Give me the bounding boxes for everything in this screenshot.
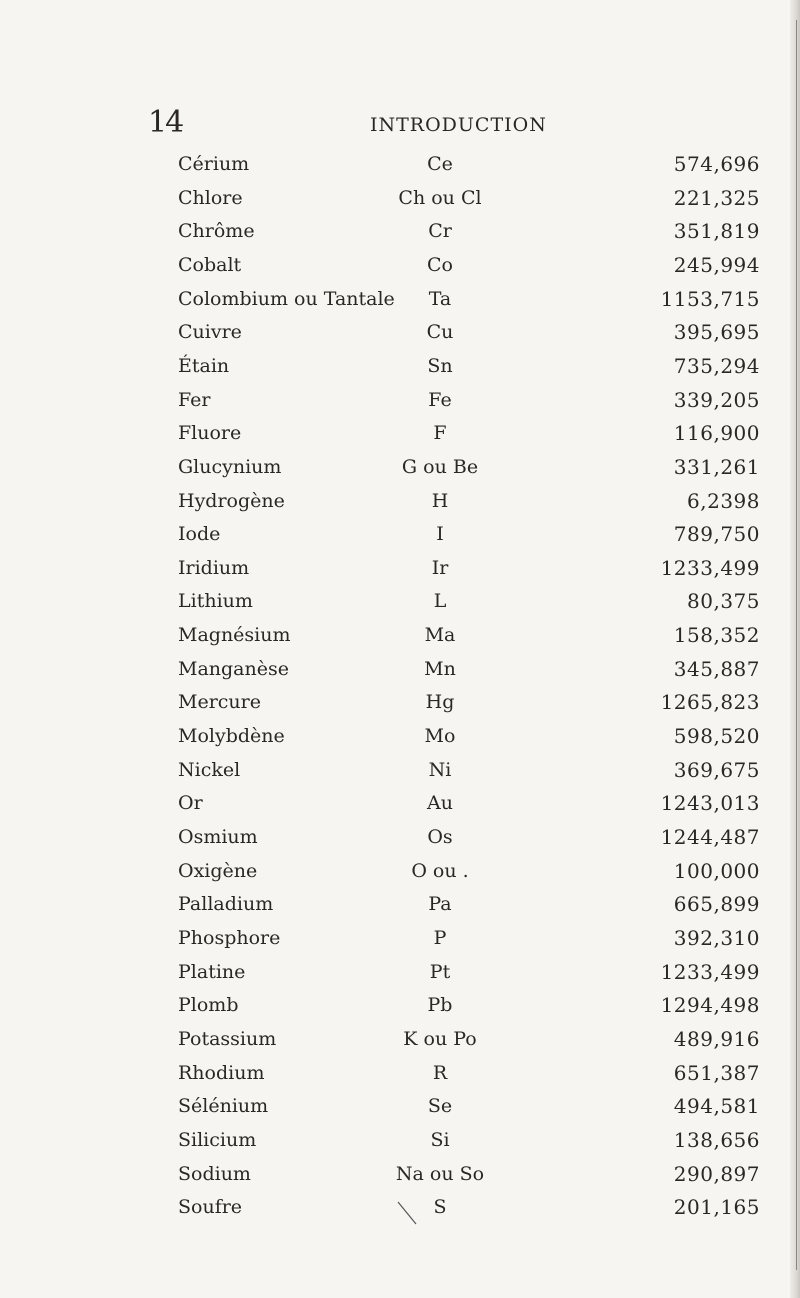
table-row (0, 618, 800, 652)
element-symbol: Os (427, 826, 453, 848)
table-row (0, 282, 800, 316)
element-name: Colombium ou Tantale (178, 287, 395, 310)
element-name: Osmium (178, 826, 258, 848)
element-name: Plomb (178, 994, 239, 1017)
element-name: Silicium (178, 1128, 257, 1151)
page-header (148, 105, 708, 148)
table-row (0, 988, 800, 1022)
atomic-weight: 245,994 (673, 252, 760, 277)
element-name: Phosphore (178, 926, 281, 949)
table-row (0, 1157, 800, 1191)
stray-mark (394, 1198, 424, 1228)
table-row (0, 383, 800, 417)
element-symbol: P (433, 926, 447, 949)
atomic-weight: 221,325 (673, 185, 760, 210)
element-symbol: Cr (428, 220, 452, 243)
element-name: Étain (178, 354, 230, 377)
element-symbol: Ni (428, 758, 452, 781)
atomic-weight: 138,656 (673, 1127, 760, 1152)
atomic-weight: 100,000 (673, 858, 760, 883)
atomic-weight: 80,375 (687, 589, 760, 614)
atomic-weight: 598,520 (673, 724, 760, 749)
atomic-weight: 339,205 (673, 387, 760, 412)
atomic-weight: 651,387 (673, 1060, 760, 1085)
element-symbol: Ta (428, 287, 452, 310)
table-row (0, 786, 800, 820)
element-symbol: Se (427, 1095, 453, 1118)
element-name: Platine (178, 960, 246, 983)
table-row (0, 551, 800, 585)
table-row (0, 181, 800, 215)
element-name: Fer (178, 388, 211, 411)
table-row (0, 315, 800, 349)
table-row (0, 1123, 800, 1157)
element-symbol: Pb (427, 994, 453, 1017)
element-symbol: Ce (427, 153, 453, 175)
atomic-weight: 574,696 (673, 152, 760, 176)
atomic-weight: 1153,715 (660, 286, 760, 311)
element-name: Cérium (178, 153, 250, 175)
table-row (0, 450, 800, 484)
table-row (0, 685, 800, 719)
element-name: Potassium (178, 1027, 277, 1050)
element-symbol: Sn (427, 354, 453, 377)
element-name: Iridium (178, 556, 250, 579)
element-symbol: Mn (424, 657, 456, 680)
element-name: Soufre (178, 1196, 243, 1219)
atomic-weight: 158,352 (673, 623, 760, 648)
element-name: Glucynium (178, 455, 282, 478)
element-name: Hydrogène (178, 489, 285, 512)
element-symbol: Pa (428, 893, 452, 916)
element-name: Manganèse (178, 657, 289, 680)
atomic-weight: 665,899 (673, 892, 760, 917)
table-row (0, 652, 800, 686)
element-name: Cuivre (178, 321, 242, 344)
table-row (0, 887, 800, 921)
atomic-weight: 735,294 (673, 353, 760, 378)
element-symbol: S (433, 1196, 447, 1219)
table-row (0, 854, 800, 888)
element-symbol: Ir (431, 556, 449, 579)
element-symbol: I (436, 523, 444, 546)
element-symbol: R (432, 1061, 448, 1084)
atomic-weight: 489,916 (673, 1026, 760, 1051)
element-name: Lithium (178, 590, 253, 613)
atomic-weight: 1243,013 (660, 791, 760, 816)
atomic-weight: 1233,499 (660, 555, 760, 580)
element-name: Fluore (178, 422, 242, 445)
atomic-weight: 494,581 (673, 1094, 760, 1119)
table-row (0, 484, 800, 518)
element-symbol: Cu (426, 321, 454, 344)
element-symbol: Si (430, 1128, 450, 1151)
element-symbol: F (433, 422, 447, 445)
element-name: Palladium (178, 893, 274, 916)
element-name: Or (178, 792, 203, 815)
table-row (0, 955, 800, 989)
atomic-weight: 116,900 (673, 421, 760, 446)
atomic-weight: 395,695 (673, 320, 760, 345)
element-symbol: K ou Po (403, 1027, 477, 1050)
element-symbol: Na ou So (395, 1162, 485, 1185)
element-symbol: Au (427, 792, 453, 815)
atomic-weight: 789,750 (673, 522, 760, 547)
element-name: Oxigène (178, 859, 258, 882)
element-name: Magnésium (178, 624, 291, 647)
element-name: Chlore (178, 186, 243, 209)
element-symbol: Mo (424, 725, 456, 748)
element-symbol: Co (427, 253, 453, 276)
element-name: Chrôme (178, 220, 255, 243)
table-row (0, 921, 800, 955)
running-title: INTRODUCTION (370, 114, 547, 136)
element-name: Sélénium (178, 1095, 269, 1118)
element-name: Molybdène (178, 725, 285, 748)
table-row (0, 248, 800, 282)
atomic-weight: 1265,823 (660, 690, 760, 715)
table-row (0, 349, 800, 383)
element-name: Cobalt (178, 253, 242, 276)
atomic-weight: 1233,499 (660, 959, 760, 984)
atomic-weight: 6,2398 (687, 488, 760, 513)
atomic-weight: 369,675 (673, 757, 760, 782)
atomic-weight: 1294,498 (660, 993, 760, 1018)
table-row (0, 753, 800, 787)
element-symbol: Pt (429, 960, 451, 983)
table-row (0, 719, 800, 753)
element-name: Nickel (178, 758, 241, 781)
table-row (0, 416, 800, 450)
element-symbol: O ou . (411, 859, 469, 882)
table-row (0, 1089, 800, 1123)
element-symbol: G ou Be (401, 455, 479, 478)
atomic-weight: 345,887 (673, 656, 760, 681)
element-name: Mercure (178, 691, 261, 714)
element-symbol: Ch ou Cl (398, 186, 482, 209)
table-row (0, 517, 800, 551)
element-symbol: H (431, 489, 449, 512)
table-row (0, 820, 800, 854)
element-symbol: Fe (428, 388, 452, 411)
atomic-weight: 392,310 (673, 925, 760, 950)
atomic-weight: 351,819 (673, 219, 760, 244)
page-number: 14 (148, 105, 183, 140)
atomic-weight: 201,165 (673, 1195, 760, 1220)
element-symbol: Ma (424, 624, 456, 647)
table-row (0, 147, 800, 181)
element-name: Sodium (178, 1162, 251, 1185)
atomic-weight: 331,261 (673, 454, 760, 479)
element-symbol: L (433, 590, 447, 613)
atomic-weight: 290,897 (673, 1161, 760, 1186)
element-name: Rhodium (178, 1061, 265, 1084)
element-name: Iode (178, 523, 221, 546)
table-row (0, 1056, 800, 1090)
atomic-weight: 1244,487 (660, 825, 760, 849)
table-row (0, 1022, 800, 1056)
table-row (0, 214, 800, 248)
element-symbol: Hg (425, 691, 455, 714)
table-row (0, 584, 800, 618)
